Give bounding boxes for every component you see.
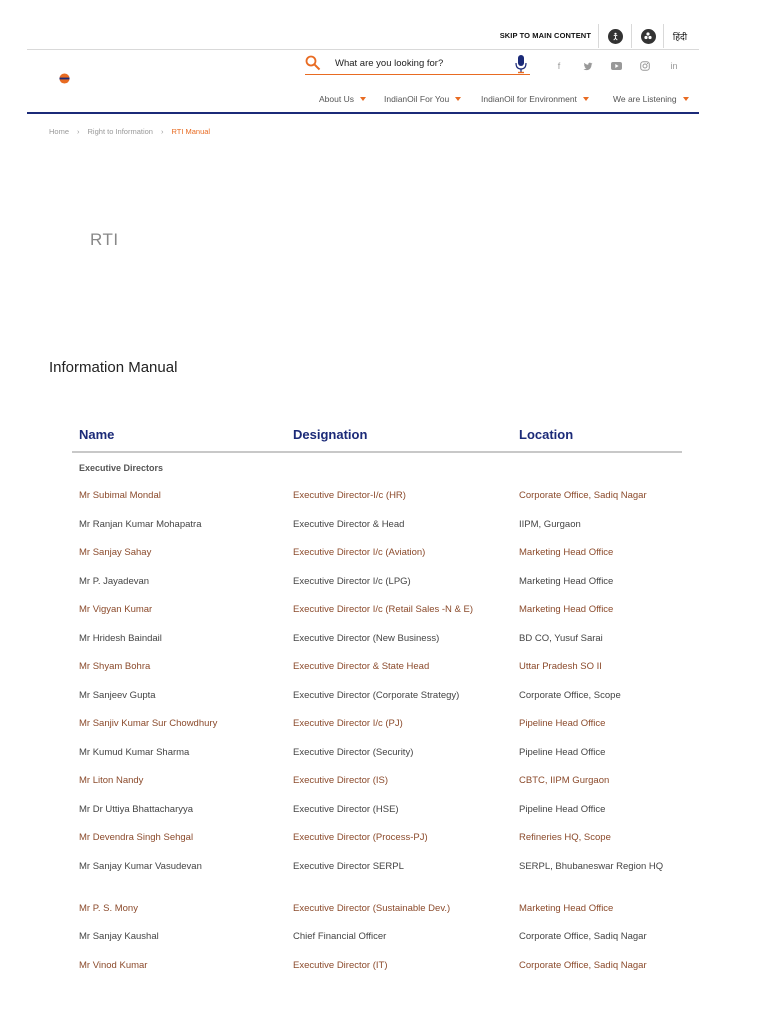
cell-name[interactable]: Mr Vinod Kumar xyxy=(79,959,148,971)
table-header xyxy=(72,420,682,453)
cell-name: Mr Ranjan Kumar Mohapatra xyxy=(79,518,202,530)
cell-name: Mr P. Jayadevan xyxy=(79,575,150,587)
nav-label: IndianOil For You xyxy=(384,94,450,104)
cell-designation[interactable]: Executive Director-I/c (HR) xyxy=(293,490,406,501)
indianoil-logo[interactable] xyxy=(59,73,70,84)
cell-designation: Chief Financial Officer xyxy=(293,931,387,942)
cell-location: BD CO, Yusuf Sarai xyxy=(519,632,603,644)
table-row xyxy=(72,681,682,710)
cell-location: Corporate Office, Scope xyxy=(519,689,621,701)
table-body xyxy=(72,481,682,979)
cell-name: Mr Sanjay Kumar Vasudevan xyxy=(79,860,202,872)
table-row xyxy=(72,951,682,980)
officials-table xyxy=(72,420,682,979)
table-row xyxy=(72,922,682,951)
cell-location: Pipeline Head Office xyxy=(519,746,606,758)
search-input[interactable] xyxy=(335,56,505,70)
cell-name[interactable]: Mr Shyam Bohra xyxy=(79,661,151,672)
cell-location[interactable]: Marketing Head Office xyxy=(519,547,614,558)
cell-designation[interactable]: Executive Director (Sustainable Dev.) xyxy=(293,902,451,914)
breadcrumb-right-to-information[interactable]: Right to Information xyxy=(87,127,153,136)
cell-designation: Executive Director I/c (LPG) xyxy=(293,575,411,587)
table-row xyxy=(72,510,682,539)
breadcrumb xyxy=(49,127,210,136)
cell-name: Mr Hridesh Baindail xyxy=(79,632,162,644)
twitter-icon[interactable] xyxy=(581,59,595,73)
cell-designation[interactable]: Executive Director (IS) xyxy=(293,775,389,786)
cell-designation: Executive Director (HSE) xyxy=(293,803,399,815)
cell-designation: Executive Director & Head xyxy=(293,518,405,530)
cell-name[interactable]: Mr Sanjiv Kumar Sur Chowdhury xyxy=(79,718,218,729)
cell-location[interactable]: CBTC, IIPM Gurgaon xyxy=(519,775,610,786)
group-label: Executive Directors xyxy=(79,463,164,473)
chevron-down-icon xyxy=(683,97,689,101)
chevron-down-icon xyxy=(583,97,589,101)
column-header-name: Name xyxy=(79,427,115,442)
skip-to-main-content-link[interactable]: SKIP TO MAIN CONTENT xyxy=(499,31,591,40)
cell-designation: Executive Director (Security) xyxy=(293,746,414,758)
cell-location[interactable]: Marketing Head Office xyxy=(519,604,614,615)
nav-label: About Us xyxy=(319,94,354,104)
cell-name[interactable]: Mr Devendra Singh Sehgal xyxy=(79,832,194,843)
nav-indianoil-for-you[interactable] xyxy=(384,92,461,106)
table-row xyxy=(72,595,682,624)
cell-location: Corporate Office, Sadiq Nagar xyxy=(519,931,647,942)
cell-name[interactable]: Mr Subimal Mondal xyxy=(79,490,161,501)
cell-name[interactable]: Mr P. S. Mony xyxy=(79,902,138,914)
table-row xyxy=(72,852,682,894)
cell-designation[interactable]: Executive Director I/c (PJ) xyxy=(293,718,403,729)
cell-location: IIPM, Gurgaon xyxy=(519,518,581,530)
table-row xyxy=(72,624,682,653)
page-title: RTI xyxy=(90,230,119,249)
nav-we-are-listening[interactable] xyxy=(613,92,689,106)
cell-designation[interactable]: Executive Director & State Head xyxy=(293,661,430,672)
cell-location[interactable]: Corporate Office, Sadiq Nagar xyxy=(519,490,647,501)
nav-label: IndianOil for Environment xyxy=(481,94,577,104)
table-row xyxy=(72,652,682,681)
accessibility-icon xyxy=(608,29,623,44)
accessibility-button[interactable] xyxy=(598,24,631,48)
chevron-down-icon xyxy=(360,97,366,101)
chevron-down-icon xyxy=(455,97,461,101)
table-row xyxy=(72,894,682,923)
cell-name: Mr Dr Uttiya Bhattacharyya xyxy=(79,803,194,815)
search-bar xyxy=(305,54,530,75)
youtube-icon[interactable] xyxy=(609,59,623,73)
cell-location[interactable]: Uttar Pradesh SO II xyxy=(519,661,602,672)
table-row xyxy=(72,766,682,795)
cell-location[interactable]: Marketing Head Office xyxy=(519,902,614,914)
section-title: Information Manual xyxy=(49,359,178,376)
top-utility-bar xyxy=(27,24,699,50)
cell-location: SERPL, Bhubaneswar Region HQ xyxy=(519,860,664,872)
table-row xyxy=(72,567,682,596)
nav-divider xyxy=(27,112,699,114)
hindi-language-button[interactable] xyxy=(663,24,696,48)
breadcrumb-rti-manual: RTI Manual xyxy=(171,127,211,136)
cell-name[interactable]: Mr Liton Nandy xyxy=(79,775,144,786)
cell-designation[interactable]: Executive Director I/c (Retail Sales -N & E) xyxy=(293,604,474,615)
cell-location[interactable]: Pipeline Head Office xyxy=(519,718,606,729)
cell-designation[interactable]: Executive Director (Process-PJ) xyxy=(293,832,428,843)
cell-designation: Executive Director (Corporate Strategy) xyxy=(293,689,460,701)
column-header-location: Location xyxy=(519,427,574,442)
cell-location: Pipeline Head Office xyxy=(519,803,606,815)
cell-location: Marketing Head Office xyxy=(519,575,614,587)
nav-about-us[interactable] xyxy=(319,92,366,106)
cell-designation[interactable]: Executive Director (IT) xyxy=(293,959,388,971)
breadcrumb-home[interactable]: Home xyxy=(49,127,70,136)
cell-location[interactable]: Corporate Office, Sadiq Nagar xyxy=(519,959,647,971)
hindi-label: हिंदी xyxy=(672,32,688,43)
cell-name: Mr Sanjay Kaushal xyxy=(79,931,159,942)
column-header-designation: Designation xyxy=(293,427,368,442)
table-row xyxy=(72,795,682,824)
nav-label: We are Listening xyxy=(613,94,677,104)
cell-name: Mr Sanjeev Gupta xyxy=(79,689,156,701)
nav-indianoil-for-environment[interactable] xyxy=(481,92,589,106)
cell-name: Mr Kumud Kumar Sharma xyxy=(79,746,190,758)
table-row xyxy=(72,709,682,738)
table-row xyxy=(72,823,682,852)
screen-reader-icon xyxy=(641,29,656,44)
chevron-right-icon: › xyxy=(77,127,80,136)
cell-name[interactable]: Mr Vigyan Kumar xyxy=(79,604,153,615)
facebook-icon[interactable]: f xyxy=(557,61,561,71)
cell-name[interactable]: Mr Sanjay Sahay xyxy=(79,547,152,558)
table-row xyxy=(72,481,682,510)
microphone-icon[interactable] xyxy=(514,54,528,74)
cell-designation[interactable]: Executive Director I/c (Aviation) xyxy=(293,547,426,558)
table-row xyxy=(72,538,682,567)
chevron-right-icon: › xyxy=(160,127,164,136)
table-row xyxy=(72,738,682,767)
screen-reader-button[interactable] xyxy=(631,24,664,48)
cell-location[interactable]: Refineries HQ, Scope xyxy=(519,832,611,843)
linkedin-icon[interactable]: in xyxy=(670,61,678,71)
instagram-icon[interactable] xyxy=(638,59,652,73)
cell-designation: Executive Director (New Business) xyxy=(293,632,440,644)
table-group-heading xyxy=(72,453,682,481)
cell-designation: Executive Director SERPL xyxy=(293,860,404,872)
search-icon[interactable] xyxy=(305,55,321,71)
